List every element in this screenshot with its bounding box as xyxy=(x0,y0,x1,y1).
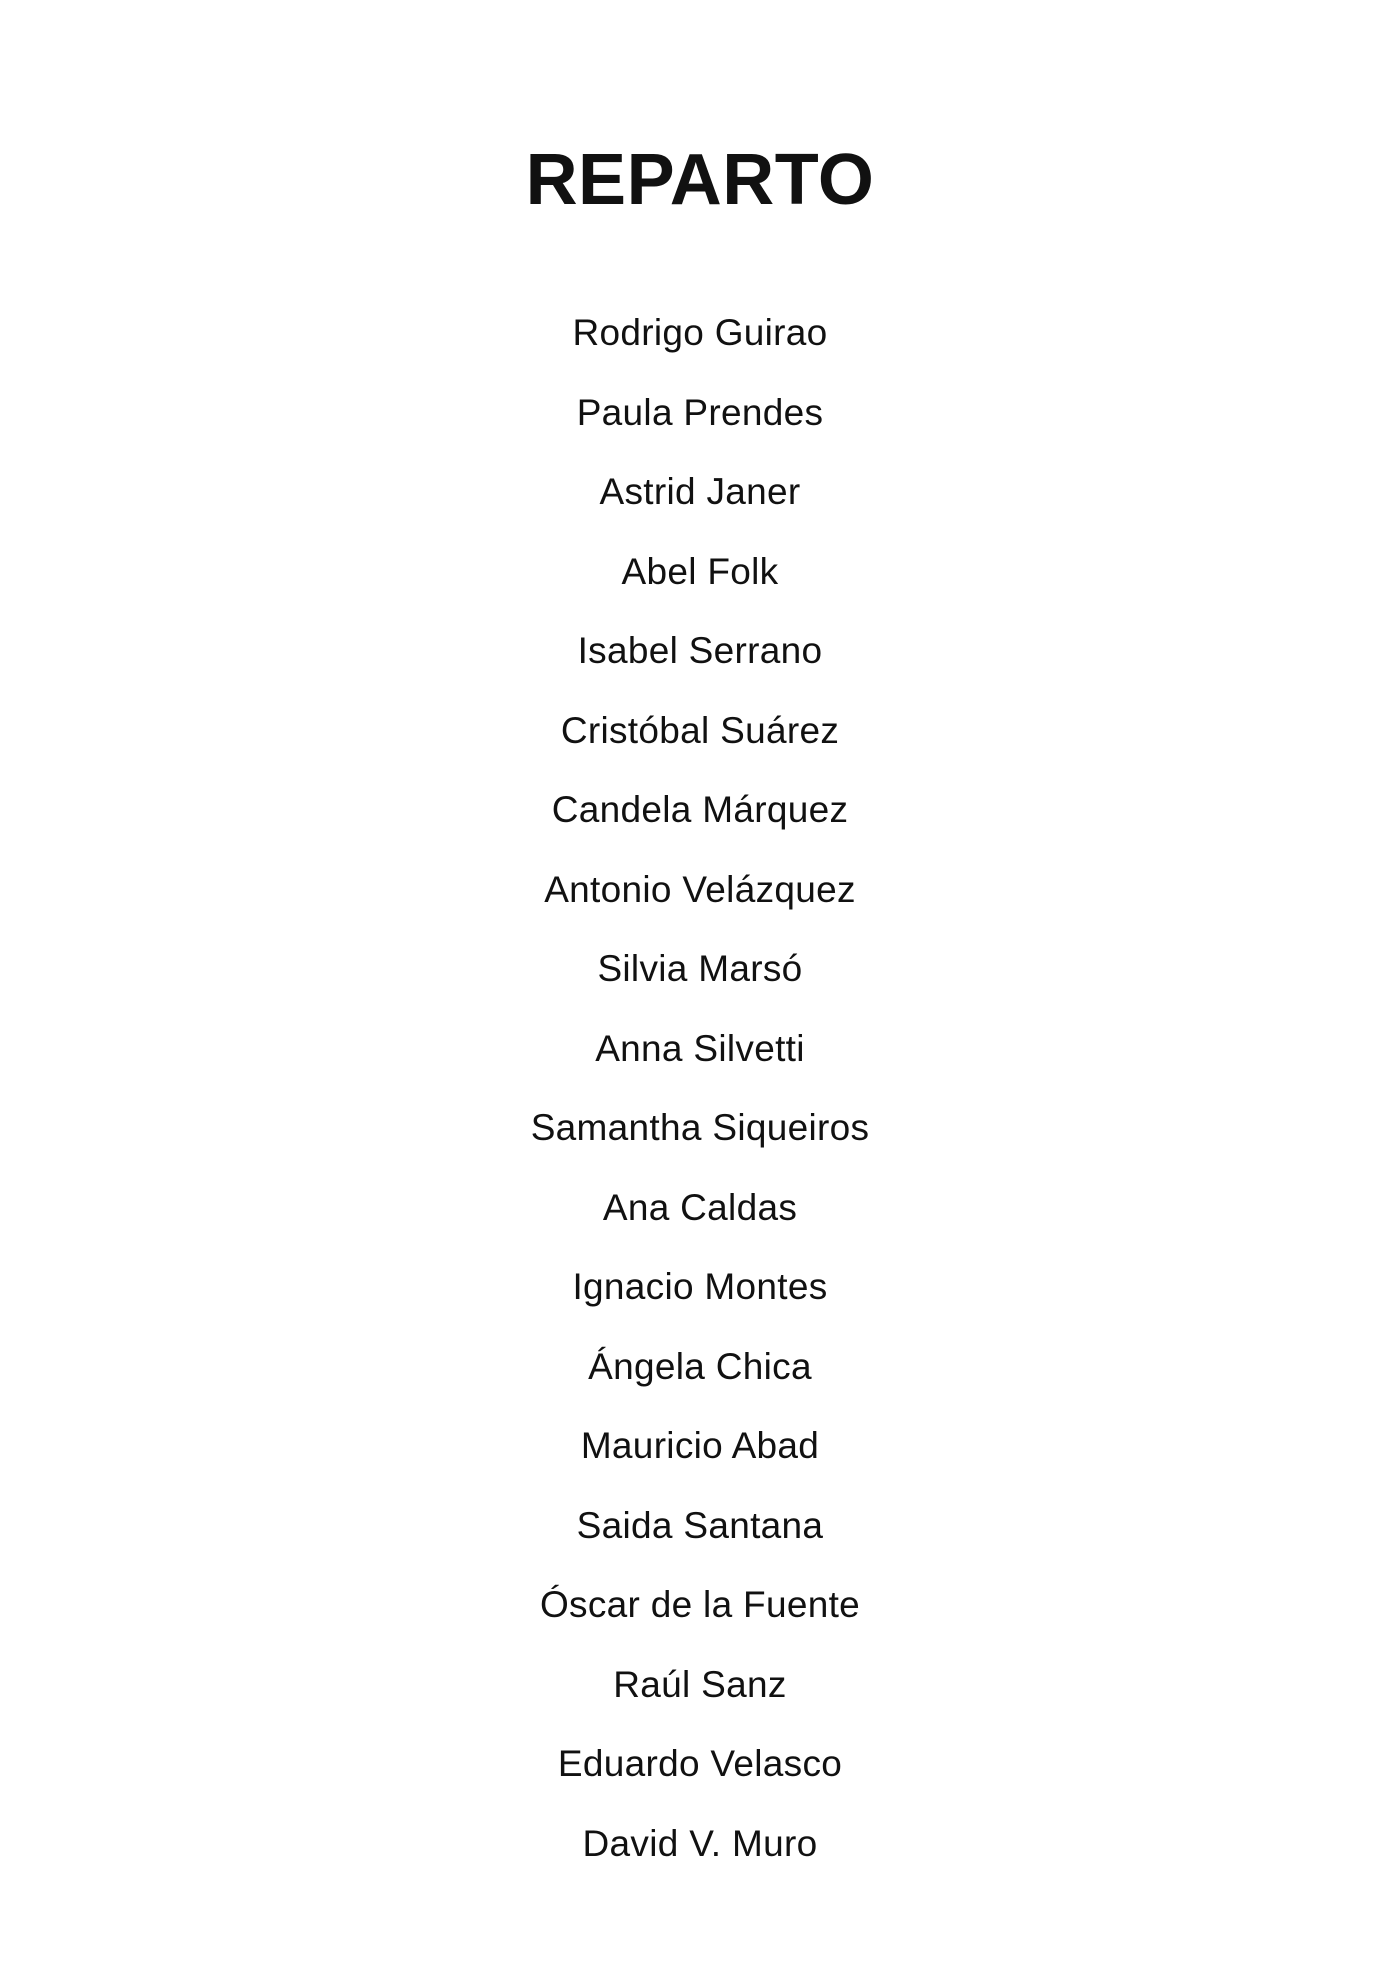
cast-member: Mauricio Abad xyxy=(580,1425,820,1466)
cast-member: Saida Santana xyxy=(576,1504,824,1546)
cast-member: David V. Muro xyxy=(582,1822,818,1864)
cast-list xyxy=(0,310,1400,1900)
cast-member: Antonio Velázquez xyxy=(544,868,856,910)
cast-member: Rodrigo Guirao xyxy=(572,312,828,353)
cast-member: Ana Caldas xyxy=(602,1186,798,1228)
cast-member: Óscar de la Fuente xyxy=(539,1584,861,1625)
cast-member: Paula Prendes xyxy=(576,391,824,433)
cast-member: Samantha Siqueiros xyxy=(530,1107,870,1148)
cast-member: Candela Márquez xyxy=(551,789,849,830)
cast-member: Astrid Janer xyxy=(599,471,801,512)
cast-member: Isabel Serrano xyxy=(577,630,823,671)
cast-member: Anna Silvetti xyxy=(595,1027,805,1069)
cast-member: Abel Folk xyxy=(621,550,779,592)
cast-member: Cristóbal Suárez xyxy=(560,709,840,751)
cast-member: Silvia Marsó xyxy=(597,948,803,989)
cast-member: Eduardo Velasco xyxy=(557,1743,843,1784)
page-title: REPARTO xyxy=(525,140,875,220)
cast-member: Raúl Sanz xyxy=(613,1663,787,1705)
cast-member: Ángela Chica xyxy=(588,1345,812,1387)
cast-member: Ignacio Montes xyxy=(572,1266,828,1307)
